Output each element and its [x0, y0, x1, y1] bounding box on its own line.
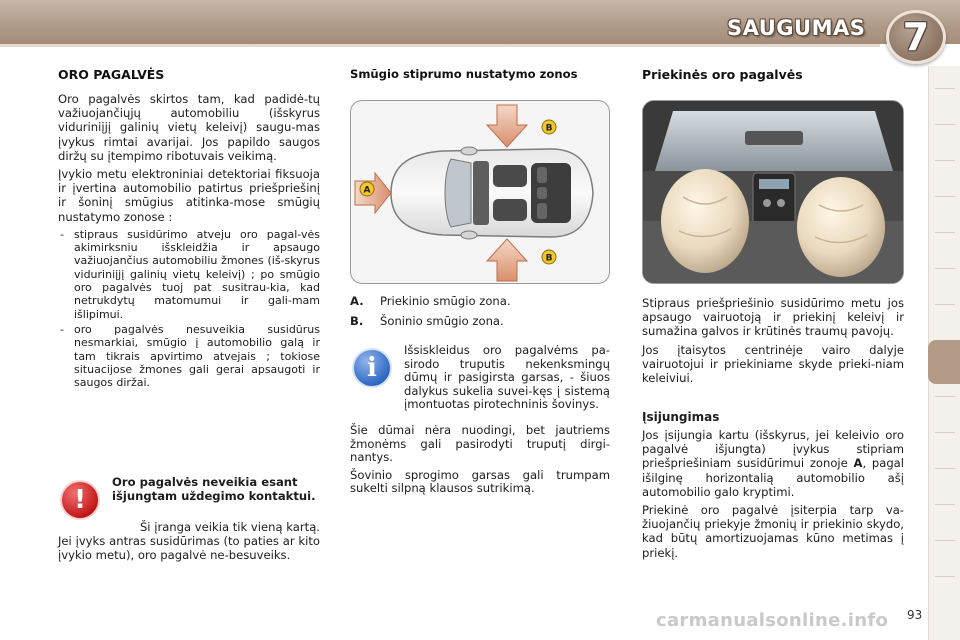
tab-divider: [935, 432, 955, 433]
legend-key: B.: [350, 314, 364, 329]
col3-paragraph: Stipraus priešpriešinio susidūrimo metu jos apsaugo vairuotoją ir priekinį keleivį ir sumažina galvos ir krūtinės traumų pavojų.: [642, 296, 904, 339]
activation-subheading: Įsijungimas: [642, 410, 720, 424]
active-chapter-tab[interactable]: [928, 340, 960, 384]
tab-divider: [935, 124, 955, 125]
info-paragraph: Šovinio sprogimo garsas gali trumpam sukelti silpną klausos sutrikimą.: [350, 467, 610, 496]
page-header: [0, 0, 960, 62]
info-icon: i: [352, 348, 392, 388]
col3-paragraph: Jos įtaisytos centrinėje vairo dalyje vairuotojui ir priekiniame skyde prieki-niam keleiviui.: [642, 342, 904, 386]
col1-paragraph: Įvykio metu elektroniniai detektoriai fiksuoja ir įvertina automobilio patirtus priešpriešinį ir šoninį smūgius atitinka-mose smūgių nustatymo zonose :: [58, 167, 320, 224]
zone-b-label: B: [545, 253, 553, 264]
cabin-airbag-illustration: [643, 101, 904, 284]
list-item: - oro pagalvės nesuveikia susidūrus nesmarkiai, smūgio į automobilio galą ir tam tikrais apvirtimo atvejais ; tokiose situacijose žmones gali gerai apsaugoti ir saugos diržai.: [58, 323, 320, 389]
chapter-badge: [886, 10, 946, 64]
legend-text: Priekinio smūgio zona.: [380, 294, 511, 308]
legend-text: Šoninio smūgio zona.: [380, 314, 504, 329]
col3-body: [642, 296, 904, 389]
col3-body-2: [642, 428, 904, 564]
tab-divider: [935, 304, 955, 305]
front-airbags-photo: [642, 100, 904, 284]
tab-divider: [935, 504, 955, 505]
info-text-intro: [404, 344, 610, 412]
text-run: , pagal išilginę horizontalią automobilio ašį automobilio galo kryptimi.: [642, 456, 905, 499]
tab-divider: [935, 232, 955, 233]
tab-divider: [935, 576, 955, 577]
impact-zones-figure: [350, 100, 610, 284]
tab-divider: [935, 88, 955, 89]
col1-list: [58, 228, 320, 390]
warning-icon: !: [60, 480, 100, 520]
tab-divider: [935, 268, 955, 269]
warning-title: Oro pagalvės neveikia esant išjungtam uždegimo kontaktui.: [112, 475, 316, 503]
chapter-number: 7: [902, 15, 930, 59]
tab-divider: [935, 396, 955, 397]
tab-divider: [935, 196, 955, 197]
tab-divider: [935, 468, 955, 469]
col3-paragraph: [642, 428, 904, 499]
figure-legend: [350, 294, 610, 332]
zone-key: A: [853, 456, 863, 471]
col3-paragraph: Priekinė oro pagalvė įsiterpia tarp va-žiuojančių priekyje žmonių ir priekinio skydo, kad būtų amortizuojamas kūno metimas į priekį.: [642, 503, 904, 560]
col1-paragraph: Oro pagalvės skirtos tam, kad padidė-tų važiuojančiųjų automobiliu (išskyrus viduriniįjį galinių vietų keleivį) saugu-mas įvykus rimtai avarijai. Jos papildo saugos diržų su įtempimo ribotuvais veikimą.: [58, 92, 320, 163]
col1-body: [58, 92, 320, 391]
front-airbags-heading: Priekinės oro pagalvės: [642, 67, 803, 82]
tab-divider: [935, 160, 955, 161]
info-text: [350, 424, 610, 500]
info-paragraph: Išsiskleidus oro pagalvėms pa-sirodo truputis nekenksmingų dūmų ir pasigirsta garsas, - šiuos dalykus sukelia suvei-kęs į sistemą įmontuotas pirotechninis šovinys.: [404, 343, 610, 412]
warning-text: Ši įranga veikia tik vieną kartą.: [139, 520, 320, 534]
tab-divider: [935, 540, 955, 541]
legend-key: A.: [350, 294, 364, 308]
list-item: - stipraus susidūrimo atveju oro pagal-vės akimirksniu išskleidžia ir apsaugo važiuojančius automobiliu žmones (iš-skyrus viduriniįjį galinių vietų keleivį) ; po smūgio oro pagalvės tuoj pat susitrau-kia, kad netrukdytų matomumui ir gali-mam išlipimui.: [58, 228, 320, 321]
watermark: carmanualsonline.info: [656, 610, 889, 631]
car-topview-illustration: [351, 101, 610, 284]
zone-b-label: B: [545, 123, 553, 134]
page-number: 93: [907, 608, 923, 622]
airbags-heading: ORO PAGALVĖS: [58, 67, 165, 82]
zone-a-label: A: [363, 185, 371, 196]
warning-text: Jei įvyks antras susidūrimas (to paties ar kito įvykio metu), oro pagalvė ne-besuveiks.: [58, 534, 320, 563]
text-run: Jos įsijungia kartu (išskyrus, jei keleivio oro pagalvė išjungta) įvykus stipriam priešpriešiniam susidūrimui zonoje: [642, 428, 904, 471]
section-title: SAUGUMAS: [727, 16, 866, 40]
zones-heading: Smūgio stiprumo nustatymo zonos: [350, 67, 578, 81]
header-rule: [0, 44, 880, 47]
info-paragraph: Šie dūmai nėra nuodingi, bet jautriems žmonėms gali pasirodyti truputį dirgi-nantys.: [350, 423, 610, 465]
